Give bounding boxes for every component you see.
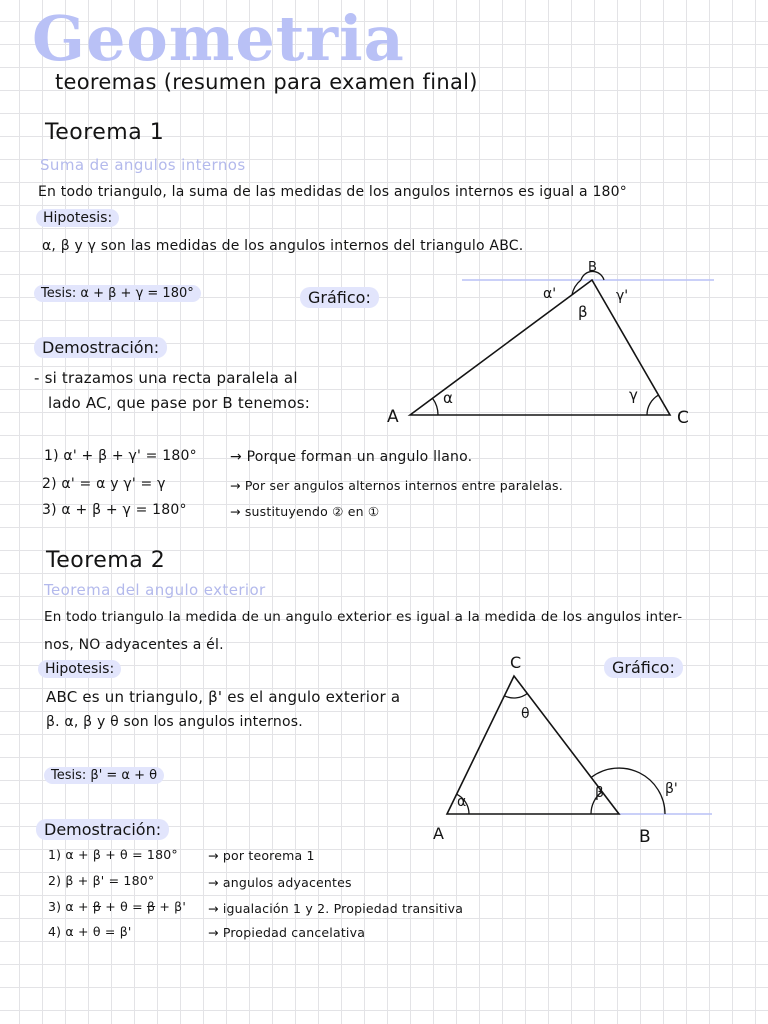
theorem-1-graph-label: Gráfico:: [300, 287, 379, 308]
vertex-c-label: C: [677, 408, 689, 428]
theorem-1-hypothesis-text: α, β y γ son las medidas de los angulos internos del triangulo ABC.: [42, 238, 524, 254]
theorem-1-demo-label: Demostración:: [34, 337, 167, 358]
step-3-struck-beta-1: β: [92, 899, 102, 914]
angle-theta-label: θ: [521, 706, 530, 722]
theorem-1-figure: [380, 255, 720, 435]
page-title: Geometria: [32, 2, 405, 75]
theorem-2-hypothesis-2: β. α, β y θ son los angulos internos.: [46, 714, 303, 730]
angle-arc-theta: [504, 694, 527, 698]
theorem-2-step-1-math: 1) α + β + θ = 180°: [48, 847, 178, 862]
vertex-b-label: B: [588, 260, 597, 275]
angle-alpha-prime-label: α': [543, 286, 557, 302]
angle-beta-prime-label: β': [665, 781, 678, 797]
step-3-part-a: 3) α +: [48, 899, 93, 914]
theorem-1-step-2-math: 2) α' = α y γ' = γ: [42, 476, 166, 492]
theorem-1-demo-intro-2: lado AC, que pase por B tenemos:: [48, 394, 310, 412]
theorem-1-step-1-reason: → Porque forman un angulo llano.: [230, 449, 473, 465]
theorem-1-step-1-math: 1) α' + β + γ' = 180°: [44, 448, 197, 464]
vertex-a-label: A: [387, 407, 399, 427]
theorem-1-subheading: Suma de angulos internos: [40, 156, 246, 174]
page-subtitle: teoremas (resumen para examen final): [55, 70, 478, 94]
angle-gamma-prime-label: γ': [616, 288, 629, 304]
theorem-1-thesis: Tesis: α + β + γ = 180°: [34, 285, 201, 302]
angle-arc-alpha: [433, 398, 439, 415]
angle-arc-gamma: [647, 395, 659, 415]
theorem-2-step-1-reason: → por teorema 1: [208, 848, 315, 863]
theorem-2-subheading: Teorema del angulo exterior: [44, 581, 266, 599]
theorem-2-graph-label: Gráfico:: [604, 657, 683, 678]
triangle-abc: [447, 676, 619, 814]
theorem-2-step-3-math: [48, 899, 186, 914]
angle-gamma-label: γ: [629, 386, 638, 404]
theorem-2-statement-2: nos, NO adyacentes a él.: [44, 637, 224, 653]
theorem-2-step-4-math: 4) α + θ = β': [48, 924, 132, 939]
theorem-2-hypothesis-label: Hipotesis:: [38, 660, 121, 678]
theorem-2-thesis: Tesis: β' = α + θ: [44, 767, 164, 784]
theorem-2-figure: [425, 645, 725, 855]
theorem-2-step-2-math: 2) β + β' = 180°: [48, 873, 155, 888]
step-3-struck-beta-2: β: [146, 899, 156, 914]
angle-beta-label: β: [578, 303, 588, 321]
step-3-part-b: + θ =: [101, 899, 147, 914]
theorem-1-step-3-math: 3) α + β + γ = 180°: [42, 502, 187, 518]
theorem-2-hypothesis-1: ABC es un triangulo, β' es el angulo exterior a: [46, 688, 401, 706]
theorem-2-step-2-reason: → angulos adyacentes: [208, 875, 352, 890]
theorem-2-demo-label: Demostración:: [36, 819, 169, 840]
theorem-2-heading: Teorema 2: [46, 548, 166, 573]
theorem-1-heading: Teorema 1: [45, 120, 165, 145]
angle-beta-label: β: [595, 785, 604, 801]
angle-alpha-label: α: [443, 389, 453, 407]
theorem-2-step-3-reason: → igualación 1 y 2. Propiedad transitiva: [208, 901, 464, 916]
angle-alpha-label: α: [457, 794, 467, 810]
theorem-1-statement: En todo triangulo, la suma de las medidas de los angulos internos es igual a 180°: [38, 184, 627, 200]
theorem-1-hypothesis-label: Hipotesis:: [36, 209, 119, 227]
theorem-1-step-2-reason: → Por ser angulos alternos internos entre paralelas.: [230, 478, 563, 493]
theorem-1-step-3-reason: → sustituyendo ② en ①: [230, 504, 380, 519]
vertex-b-label: B: [639, 827, 651, 847]
vertex-a-label: A: [433, 824, 444, 843]
step-3-part-c: + β': [155, 899, 186, 914]
theorem-2-step-4-reason: → Propiedad cancelativa: [208, 925, 366, 940]
theorem-1-demo-intro-1: - si trazamos una recta paralela al: [34, 369, 298, 387]
theorem-2-statement-1: En todo triangulo la medida de un angulo exterior es igual a la medida de los angulos inter-: [44, 609, 683, 625]
vertex-c-label: C: [510, 653, 522, 672]
